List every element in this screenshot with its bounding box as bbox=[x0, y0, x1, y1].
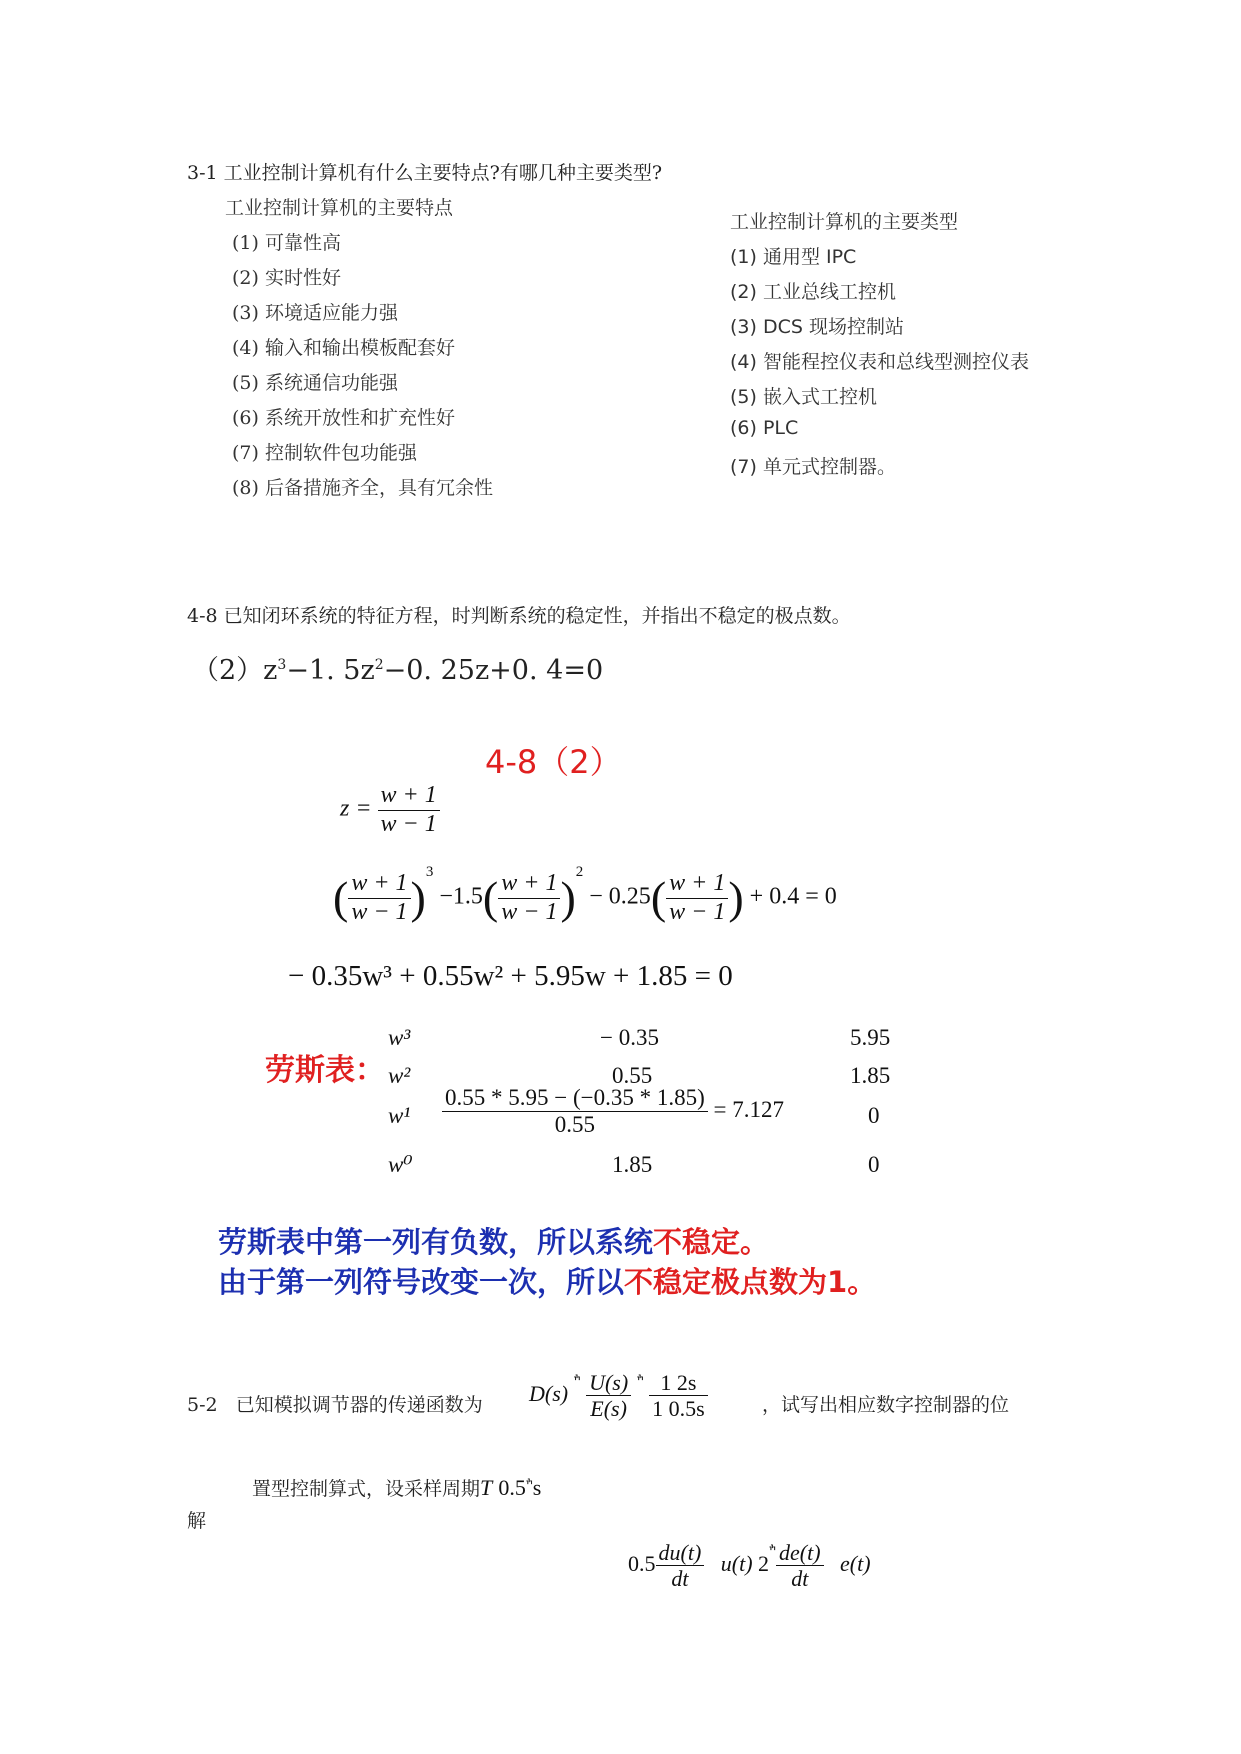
routh-row-w1-formula: $\frac{0.55 * 5.95 - (-0.35 * 1.85)}{0.55}$ = 7.127 bbox=[442, 1085, 784, 1139]
solution-label: 解 bbox=[187, 1510, 207, 1532]
expanded-equation: ( $\frac{w + 1}{w - 1}$ )$^3$ −1.5( $\frac{w + 1}{w - 1}$ )$^2$ − 0.25( $\frac{w + 1}{w - 1}$ ) + 0.4 = 0 bbox=[333, 864, 837, 925]
polynomial-equation: − 0.35w³ + 0.55w² + 5.95w + 1.85 = 0 bbox=[288, 960, 733, 992]
routh-cell: − 0.35 bbox=[600, 1025, 659, 1050]
differential-equation: 0.5 $\frac{du(t)}{dt}$ u(t) $^ׯ$2 $\frac{de(t)}{dt}$ e(t) bbox=[628, 1540, 871, 1592]
routh-row-label: w² bbox=[388, 1063, 411, 1088]
q31-title: 3-1 工业控制计算机有什么主要特点?有哪几种主要类型? bbox=[187, 162, 663, 184]
routh-cell: 1.85 bbox=[612, 1152, 653, 1177]
routh-cell: 0 bbox=[868, 1103, 880, 1128]
type-item: (2) 工业总线工控机 bbox=[730, 281, 896, 303]
routh-table-label: 劳斯表： bbox=[265, 1053, 385, 1088]
type-item: (7) 单元式控制器。 bbox=[730, 456, 896, 478]
substitution-formula: z = $\frac{w + 1}{w - 1}$ bbox=[340, 782, 440, 838]
q48-title: 4-8 已知闭环系统的特征方程，时判断系统的稳定性，并指出不稳定的极点数。 bbox=[187, 605, 851, 627]
feature-item: (2) 实时性好 bbox=[232, 267, 341, 289]
q52-line-1: 5-2 已知模拟调节器的传递函数为 bbox=[187, 1394, 483, 1416]
routh-cell: 0 bbox=[868, 1152, 880, 1177]
type-item: (5) 嵌入式工控机 bbox=[730, 386, 877, 408]
routh-cell: 5.95 bbox=[850, 1025, 891, 1050]
type-item: (4) 智能程控仪表和总线型测控仪表 bbox=[730, 351, 1029, 373]
routh-row-label: w¹ bbox=[388, 1103, 411, 1128]
routh-row-label: w³ bbox=[388, 1025, 411, 1050]
solution-image-title: 4-8（2） bbox=[485, 743, 622, 781]
q31-features-title: 工业控制计算机的主要特点 bbox=[225, 197, 454, 219]
feature-item: (1) 可靠性高 bbox=[232, 232, 341, 254]
type-item: (1) 通用型 IPC bbox=[730, 246, 857, 268]
conclusion-line-2: 由于第一列符号改变一次，所以不稳定极点数为1。 bbox=[218, 1265, 877, 1299]
feature-item: (4) 输入和输出模板配套好 bbox=[232, 337, 455, 359]
q52-line-1-end: ，试写出相应数字控制器的位 bbox=[762, 1394, 1010, 1416]
transfer-function: D(s) $^ׯ$ $\frac{U(s)}{E(s)}$ $^ׯ$ $\frac{1 2s}{1 0.5s}$ bbox=[529, 1370, 708, 1422]
type-item: (6) PLC bbox=[730, 417, 799, 439]
routh-cell: 0.55 bbox=[612, 1063, 653, 1088]
q52-line-2: 置型控制算式，设采样周期T $^ׯ$0.5s bbox=[252, 1475, 542, 1500]
routh-cell: 1.85 bbox=[850, 1063, 891, 1088]
feature-item: (8) 后备措施齐全，具有冗余性 bbox=[232, 477, 493, 499]
routh-row-label: w⁰ bbox=[388, 1152, 413, 1177]
feature-item: (3) 环境适应能力强 bbox=[232, 302, 398, 324]
type-item: (3) DCS 现场控制站 bbox=[730, 316, 904, 338]
q31-types-title: 工业控制计算机的主要类型 bbox=[730, 211, 959, 233]
feature-item: (6) 系统开放性和扩充性好 bbox=[232, 407, 455, 429]
conclusion-line-1: 劳斯表中第一列有负数，所以系统不稳定。 bbox=[218, 1225, 770, 1259]
q48-equation: $(2)z^3-1$. $5z^2-0$. 25z+0. 4=0 bbox=[192, 655, 604, 686]
feature-item: (7) 控制软件包功能强 bbox=[232, 442, 417, 464]
feature-item: (5) 系统通信功能强 bbox=[232, 372, 398, 394]
